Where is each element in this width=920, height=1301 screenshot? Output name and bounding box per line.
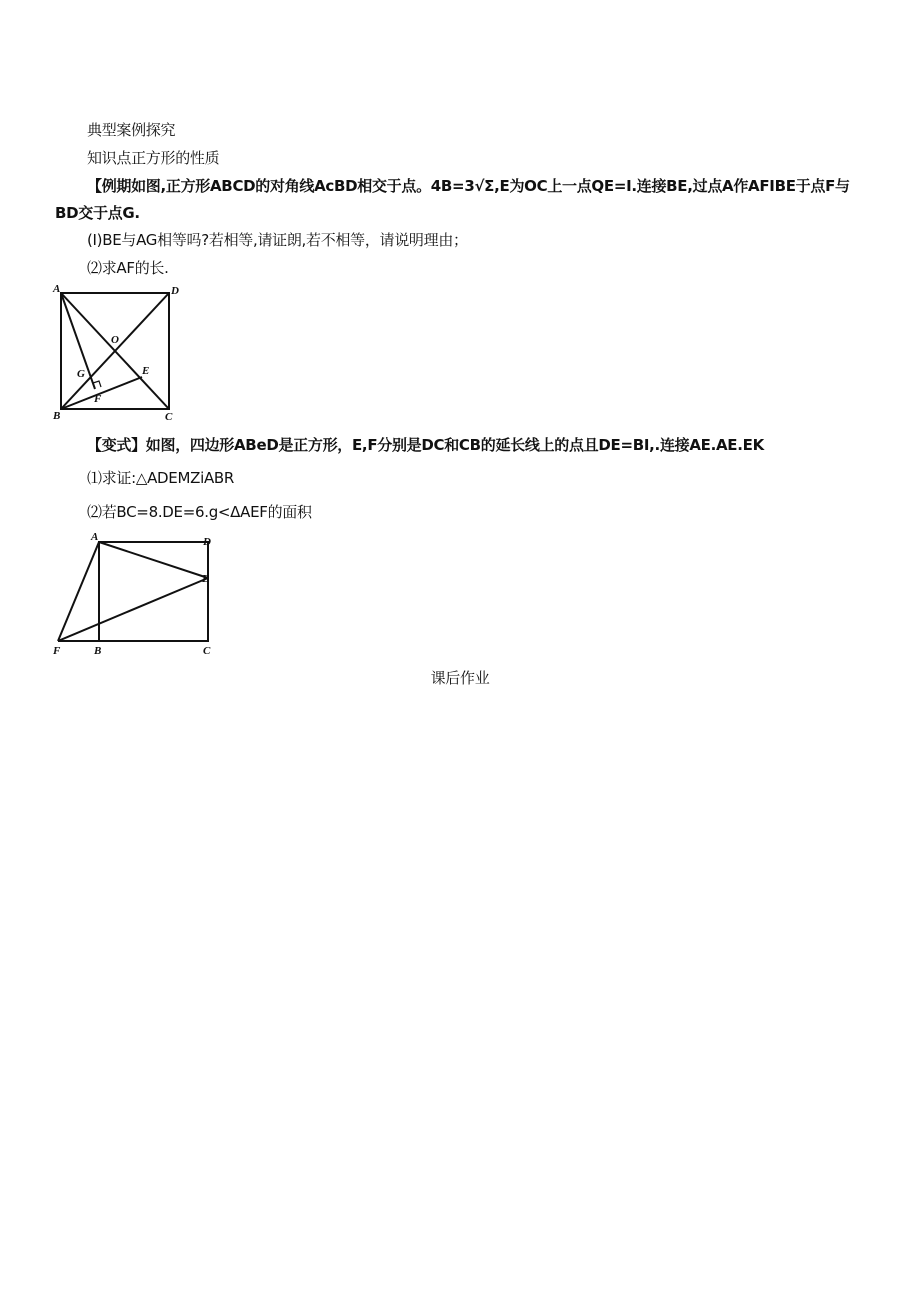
label-a: A: [91, 531, 99, 543]
label-f: F: [94, 393, 102, 405]
label-g: G: [77, 368, 85, 380]
example-question-2: ⑵求AF的长.: [87, 259, 169, 277]
knowledge-point: 知识点正方形的性质: [87, 149, 220, 167]
variant-question-1: ⑴求证:△ADEMZiABR: [87, 469, 235, 487]
label-b: B: [53, 410, 61, 422]
variant-intro: 【变式】如图，四边形ABeD是正方形，E,F分别是DC和CB的延长线上的点且DE=BI,.连接AE.AE.EK: [87, 436, 764, 454]
example-line-1: 【例期如图,正方形ABCD的对角线AcBD相交于点。4B=3√Σ,E为OC上一点QE=I.连接BE,过点A作AFIBE于点F与: [87, 177, 850, 195]
example-figure: [50, 282, 185, 424]
label-b: B: [94, 645, 102, 657]
label-f: F: [53, 645, 61, 657]
section-title: 典型案例探究: [87, 121, 176, 139]
variant-figure: [50, 530, 220, 660]
label-d: D: [171, 285, 179, 297]
label-e: E: [202, 573, 210, 585]
segment-be: [61, 377, 142, 409]
variant-question-2: ⑵若BC=8.DE=6.g<ΔAEF的面积: [87, 503, 312, 521]
label-e: E: [142, 365, 150, 377]
label-c: C: [165, 411, 173, 423]
label-c: C: [203, 645, 211, 657]
example-question-1: (I)BE与AG相等吗?若相等,请证朗,若不相等，请说明理由；: [87, 231, 468, 249]
label-d: D: [203, 536, 211, 548]
homework-title: 课后作业: [430, 669, 490, 687]
label-o: O: [111, 334, 119, 346]
segment-ae: [99, 542, 208, 578]
square-abcd: [99, 542, 208, 641]
label-a: A: [53, 283, 61, 295]
example-line-2: BD交于点G.: [55, 204, 140, 222]
